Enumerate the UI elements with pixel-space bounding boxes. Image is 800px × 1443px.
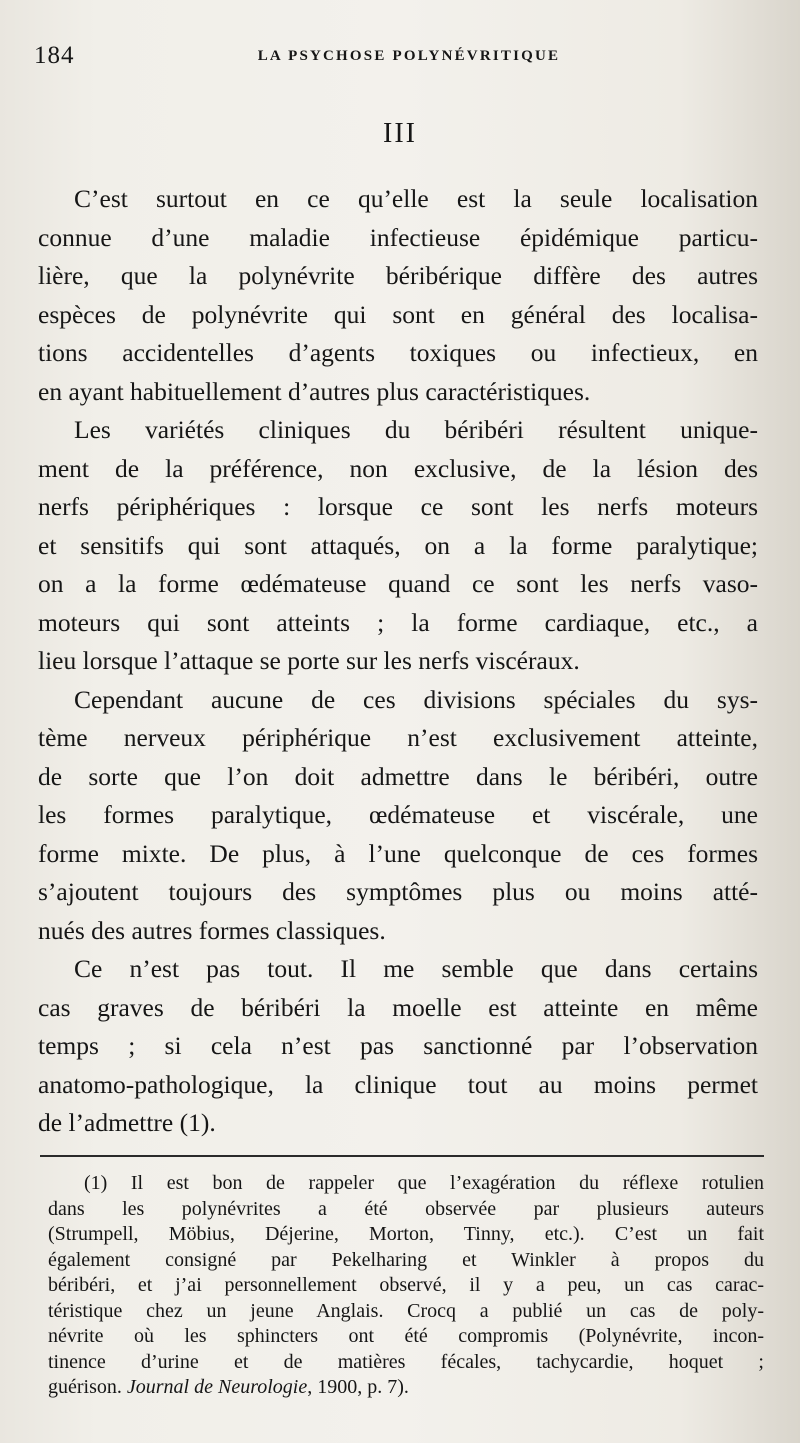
footnote-line: tinence d’urine et de matières fécales, tachycardie, hoquet ; xyxy=(48,1350,764,1373)
text-line: C’est surtout en ce qu’elle est la seule localisation xyxy=(74,184,758,213)
text-line: en ayant habituellement d’autres plus caractéristiques. xyxy=(38,376,591,406)
text-line: les formes paralytique, œdémateuse et viscérale, une xyxy=(38,800,758,829)
footnote-line: également consigné par Pekelharing et Winkler à propos du xyxy=(48,1248,764,1271)
text-line: espèces de polynévrite qui sont en général des localisa- xyxy=(38,299,758,329)
body-text xyxy=(38,180,758,1143)
footnote-text: , 1900, p. 7). xyxy=(307,1376,409,1398)
text-line: temps ; si cela n’est pas sanctionné par l’observation xyxy=(38,1031,758,1060)
text-line: tions accidentelles d’agents toxiques ou infectieux, en xyxy=(38,338,758,367)
text-line: anatomo-pathologique, la clinique tout au moins permet xyxy=(38,1069,758,1099)
text-line: connue d’une maladie infectieuse épidémique particu- xyxy=(38,222,758,252)
text-line: moteurs qui sont atteints ; la forme cardiaque, etc., a xyxy=(38,607,758,637)
text-line: de l’admettre (1). xyxy=(38,1108,216,1137)
footnote-line: béribéri, et j’ai personnellement observé, il y a peu, un cas carac- xyxy=(48,1274,764,1296)
footnote-line: (Strumpell, Möbius, Déjerine, Morton, Tinny, etc.). C’est un fait xyxy=(48,1223,764,1245)
footnote-last-line xyxy=(48,1375,764,1401)
footnote-line: (1) Il est bon de rappeler que l’exagération du réflexe rotulien xyxy=(84,1172,764,1194)
text-line: lieu lorsque l’attaque se porte sur les nerfs viscéraux. xyxy=(38,646,580,675)
text-line: forme mixte. De plus, à l’une quelconque de ces formes xyxy=(38,838,758,868)
footnote-text: guérison. xyxy=(48,1376,127,1398)
text-line: cas graves de béribéri la moelle est atteinte en même xyxy=(38,992,758,1022)
text-line: Cependant aucune de ces divisions spéciales du sys- xyxy=(74,684,758,714)
text-line: de sorte que l’on doit admettre dans le béribéri, outre xyxy=(38,761,758,791)
footnote-line: névrite où les sphincters ont été compromis (Polynévrite, incon- xyxy=(48,1325,764,1347)
text-line: on a la forme œdémateuse quand ce sont les nerfs vaso- xyxy=(38,569,758,598)
text-line: Ce n’est pas tout. Il me semble que dans certains xyxy=(74,954,758,983)
footnote-line: téristique chez un jeune Anglais. Crocq a publié un cas de poly- xyxy=(48,1299,764,1322)
page-number: 184 xyxy=(34,42,75,69)
text-line: nerfs périphériques : lorsque ce sont les nerfs moteurs xyxy=(38,492,758,521)
text-line: s’ajoutent toujours des symptômes plus ou moins atté- xyxy=(38,877,758,906)
text-line: ment de la préférence, non exclusive, de la lésion des xyxy=(38,453,758,483)
text-line: lière, que la polynévrite béribérique diffère des autres xyxy=(38,261,758,290)
footnote xyxy=(48,1171,764,1401)
text-line: tème nerveux périphérique n’est exclusivement atteinte, xyxy=(38,723,758,752)
running-head: LA PSYCHOSE POLYNÉVRITIQUE xyxy=(257,48,561,64)
page-header xyxy=(34,42,764,72)
footnote-line: dans les polynévrites a été observée par plusieurs auteurs xyxy=(48,1197,764,1220)
section-title: III xyxy=(383,118,417,149)
footnote-separator xyxy=(40,1155,764,1157)
journal-title: Journal de Neurologie xyxy=(126,1376,308,1398)
text-line: et sensitifs qui sont attaqués, on a la forme paralytique; xyxy=(38,530,758,560)
text-line: nués des autres formes classiques. xyxy=(38,915,386,945)
text-line: Les variétés cliniques du béribéri résultent unique- xyxy=(74,415,758,444)
